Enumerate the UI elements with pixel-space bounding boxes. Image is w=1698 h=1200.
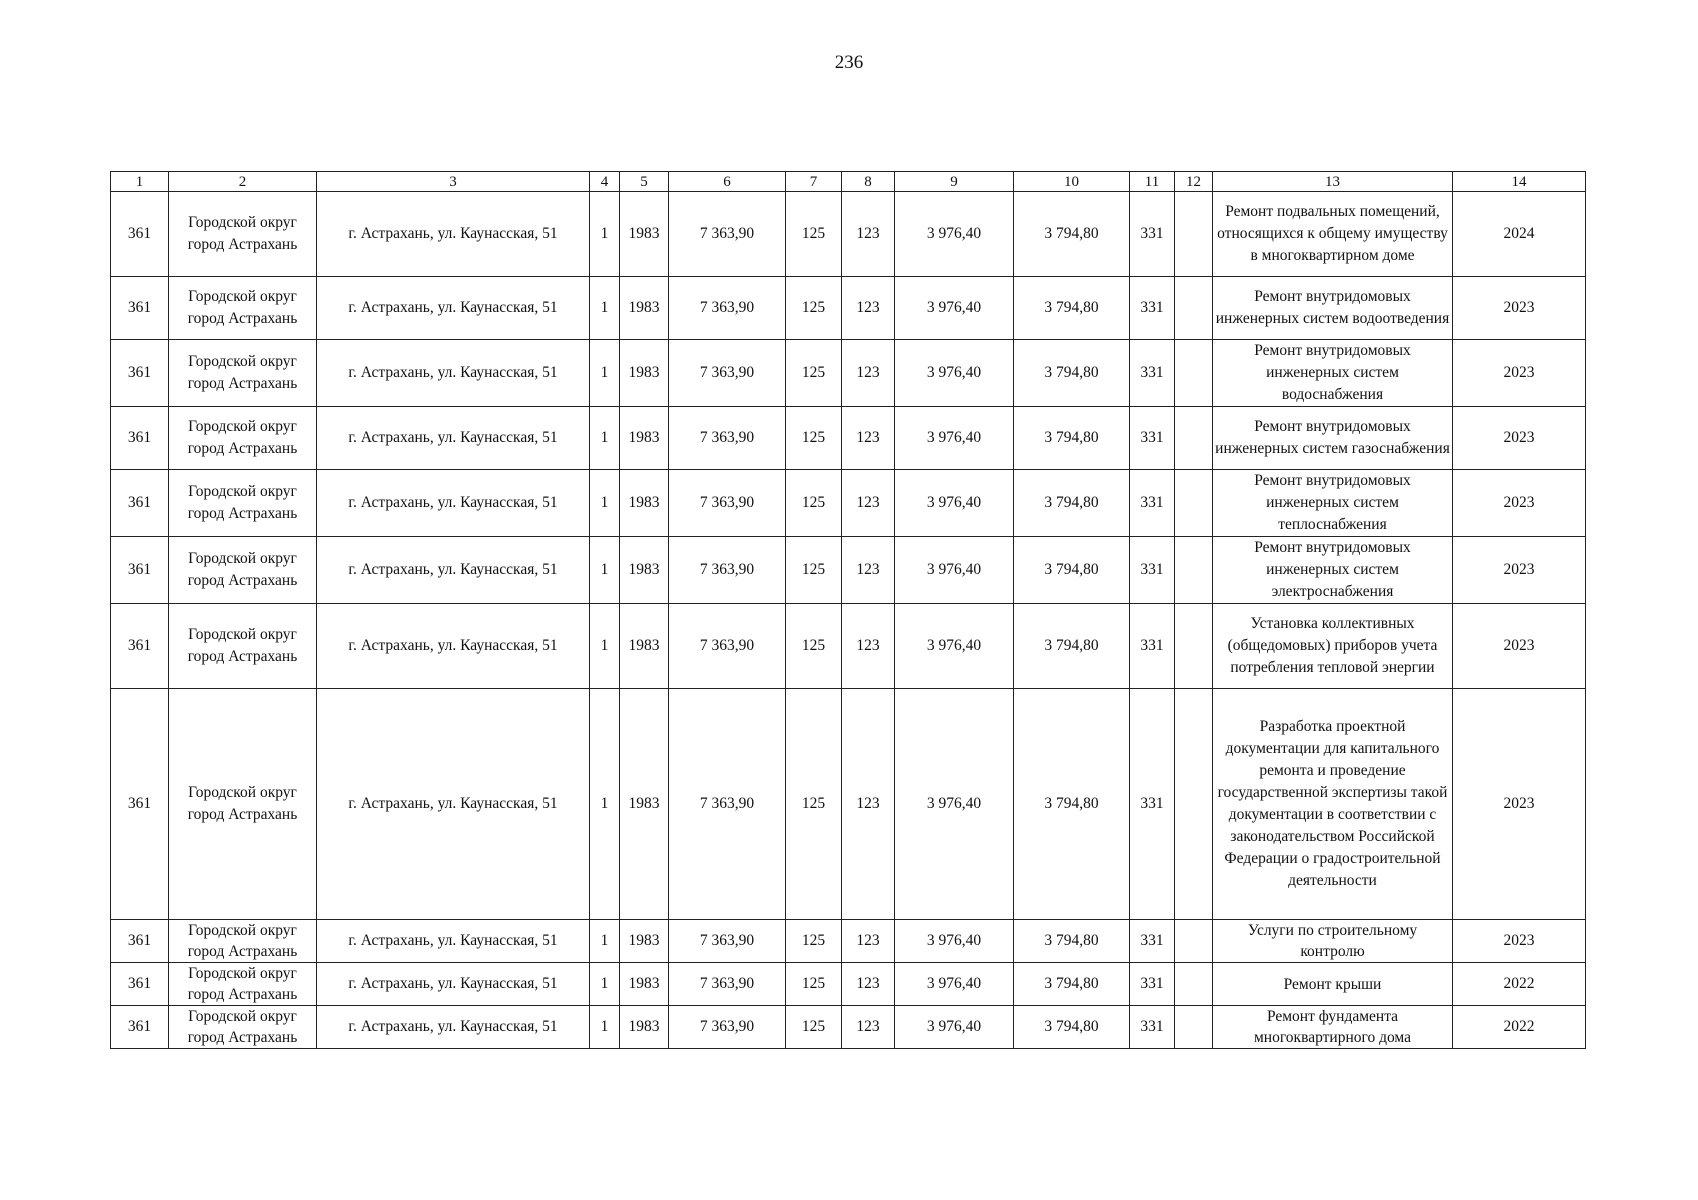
- table-cell: 3 794,80: [1014, 920, 1130, 963]
- municipality-cell: Городской округ город Астрахань: [169, 470, 317, 537]
- header-cell: 9: [895, 172, 1014, 192]
- table-cell: 123: [842, 1006, 895, 1049]
- header-cell: 2: [169, 172, 317, 192]
- table-cell: 331: [1130, 537, 1175, 604]
- table-row: [111, 689, 1586, 920]
- work-type-cell: Ремонт крыши: [1213, 963, 1453, 1006]
- table-cell: 3 976,40: [895, 689, 1014, 920]
- work-type-cell: Услуги по строительному контролю: [1213, 920, 1453, 963]
- address-cell: г. Астрахань, ул. Каунасская, 51: [317, 920, 590, 963]
- table-cell: 1: [590, 1006, 620, 1049]
- table-cell: 331: [1130, 1006, 1175, 1049]
- table-cell: 3 976,40: [895, 340, 1014, 407]
- table-cell: 3 794,80: [1014, 470, 1130, 537]
- year-cell: 1983: [620, 963, 669, 1006]
- table-cell: 7 363,90: [669, 689, 786, 920]
- municipality-cell: Городской округ город Астрахань: [169, 963, 317, 1006]
- header-cell: 14: [1453, 172, 1586, 192]
- table-cell: 1: [590, 192, 620, 277]
- table-cell: 125: [786, 470, 842, 537]
- table-cell: 1: [590, 407, 620, 470]
- header-cell: 5: [620, 172, 669, 192]
- table-cell: 3 794,80: [1014, 604, 1130, 689]
- plan-year-cell: 2023: [1453, 537, 1586, 604]
- plan-year-cell: 2023: [1453, 689, 1586, 920]
- table-cell: 3 794,80: [1014, 277, 1130, 340]
- plan-year-cell: 2023: [1453, 407, 1586, 470]
- table-cell: 125: [786, 407, 842, 470]
- table-cell: 125: [786, 1006, 842, 1049]
- table-cell: 125: [786, 537, 842, 604]
- plan-year-cell: 2024: [1453, 192, 1586, 277]
- municipality-cell: Городской округ город Астрахань: [169, 192, 317, 277]
- year-cell: 1983: [620, 537, 669, 604]
- table-cell: 7 363,90: [669, 407, 786, 470]
- table-cell: 3 976,40: [895, 1006, 1014, 1049]
- page-number: 236: [834, 52, 864, 73]
- table-cell: [1175, 963, 1213, 1006]
- address-cell: г. Астрахань, ул. Каунасская, 51: [317, 604, 590, 689]
- row-number: 361: [111, 689, 169, 920]
- address-cell: г. Астрахань, ул. Каунасская, 51: [317, 537, 590, 604]
- table-cell: 125: [786, 920, 842, 963]
- municipality-cell: Городской округ город Астрахань: [169, 920, 317, 963]
- header-cell: 8: [842, 172, 895, 192]
- year-cell: 1983: [620, 604, 669, 689]
- address-cell: г. Астрахань, ул. Каунасская, 51: [317, 470, 590, 537]
- year-cell: 1983: [620, 470, 669, 537]
- table-cell: 7 363,90: [669, 470, 786, 537]
- year-cell: 1983: [620, 340, 669, 407]
- table-cell: [1175, 920, 1213, 963]
- table-cell: 1: [590, 689, 620, 920]
- table-cell: 331: [1130, 604, 1175, 689]
- table-cell: [1175, 537, 1213, 604]
- work-type-cell: Ремонт внутридомовых инженерных систем газоснабжения: [1213, 407, 1453, 470]
- table-cell: 3 794,80: [1014, 537, 1130, 604]
- table-cell: 3 976,40: [895, 407, 1014, 470]
- table-cell: 1: [590, 470, 620, 537]
- table-row: [111, 407, 1586, 470]
- row-number: 361: [111, 920, 169, 963]
- table-cell: 3 794,80: [1014, 963, 1130, 1006]
- table-cell: 3 976,40: [895, 963, 1014, 1006]
- row-number: 361: [111, 537, 169, 604]
- plan-year-cell: 2023: [1453, 470, 1586, 537]
- row-number: 361: [111, 277, 169, 340]
- table-cell: [1175, 407, 1213, 470]
- header-cell: 4: [590, 172, 620, 192]
- row-number: 361: [111, 340, 169, 407]
- plan-year-cell: 2023: [1453, 604, 1586, 689]
- table-row: [111, 920, 1586, 963]
- work-type-cell: Ремонт внутридомовых инженерных систем водоснабжения: [1213, 340, 1453, 407]
- table-cell: 3 976,40: [895, 277, 1014, 340]
- work-type-cell: Ремонт фундамента многоквартирного дома: [1213, 1006, 1453, 1049]
- address-cell: г. Астрахань, ул. Каунасская, 51: [317, 963, 590, 1006]
- municipality-cell: Городской округ город Астрахань: [169, 604, 317, 689]
- table-cell: 331: [1130, 920, 1175, 963]
- table-cell: 3 976,40: [895, 604, 1014, 689]
- table-cell: [1175, 1006, 1213, 1049]
- row-number: 361: [111, 407, 169, 470]
- table-cell: 331: [1130, 407, 1175, 470]
- table-row: [111, 192, 1586, 277]
- work-type-cell: Ремонт внутридомовых инженерных систем водоотведения: [1213, 277, 1453, 340]
- table-cell: 125: [786, 604, 842, 689]
- plan-year-cell: 2022: [1453, 963, 1586, 1006]
- table-cell: 7 363,90: [669, 604, 786, 689]
- address-cell: г. Астрахань, ул. Каунасская, 51: [317, 1006, 590, 1049]
- table-cell: [1175, 192, 1213, 277]
- capital-repair-table: [110, 171, 1586, 1049]
- year-cell: 1983: [620, 689, 669, 920]
- table-cell: 7 363,90: [669, 340, 786, 407]
- table-cell: 125: [786, 277, 842, 340]
- table-cell: 1: [590, 963, 620, 1006]
- table-cell: 7 363,90: [669, 963, 786, 1006]
- year-cell: 1983: [620, 1006, 669, 1049]
- table-cell: 331: [1130, 277, 1175, 340]
- table-cell: 123: [842, 920, 895, 963]
- table-cell: 1: [590, 340, 620, 407]
- municipality-cell: Городской округ город Астрахань: [169, 407, 317, 470]
- table-cell: 331: [1130, 192, 1175, 277]
- table-cell: 3 794,80: [1014, 407, 1130, 470]
- address-cell: г. Астрахань, ул. Каунасская, 51: [317, 340, 590, 407]
- table-cell: 331: [1130, 340, 1175, 407]
- municipality-cell: Городской округ город Астрахань: [169, 277, 317, 340]
- table-cell: 3 976,40: [895, 920, 1014, 963]
- row-number: 361: [111, 470, 169, 537]
- header-row: [111, 172, 1586, 192]
- table-cell: 125: [786, 963, 842, 1006]
- table-cell: 125: [786, 340, 842, 407]
- municipality-cell: Городской округ город Астрахань: [169, 1006, 317, 1049]
- plan-year-cell: 2023: [1453, 920, 1586, 963]
- table-cell: 1: [590, 277, 620, 340]
- table-cell: 1: [590, 604, 620, 689]
- header-cell: 10: [1014, 172, 1130, 192]
- table-cell: [1175, 277, 1213, 340]
- table-cell: 7 363,90: [669, 537, 786, 604]
- row-number: 361: [111, 1006, 169, 1049]
- header-cell: 1: [111, 172, 169, 192]
- year-cell: 1983: [620, 277, 669, 340]
- table-row: [111, 1006, 1586, 1049]
- table-cell: [1175, 470, 1213, 537]
- table-cell: 331: [1130, 689, 1175, 920]
- table-cell: 331: [1130, 470, 1175, 537]
- table-cell: 123: [842, 689, 895, 920]
- header-cell: 6: [669, 172, 786, 192]
- table-cell: 123: [842, 963, 895, 1006]
- header-cell: 7: [786, 172, 842, 192]
- year-cell: 1983: [620, 192, 669, 277]
- address-cell: г. Астрахань, ул. Каунасская, 51: [317, 407, 590, 470]
- table-cell: 123: [842, 537, 895, 604]
- table-cell: 123: [842, 470, 895, 537]
- header-cell: 11: [1130, 172, 1175, 192]
- table-cell: 123: [842, 340, 895, 407]
- table-row: [111, 604, 1586, 689]
- table-cell: 123: [842, 407, 895, 470]
- year-cell: 1983: [620, 920, 669, 963]
- table-cell: 7 363,90: [669, 192, 786, 277]
- table-cell: 123: [842, 192, 895, 277]
- table-row: [111, 537, 1586, 604]
- table-cell: 3 794,80: [1014, 192, 1130, 277]
- table-cell: [1175, 340, 1213, 407]
- plan-year-cell: 2023: [1453, 340, 1586, 407]
- table-row: [111, 277, 1586, 340]
- work-type-cell: Ремонт внутридомовых инженерных систем электроснабжения: [1213, 537, 1453, 604]
- table-cell: [1175, 689, 1213, 920]
- table-cell: 7 363,90: [669, 277, 786, 340]
- work-type-cell: Ремонт внутридомовых инженерных систем теплоснабжения: [1213, 470, 1453, 537]
- table-cell: [1175, 604, 1213, 689]
- header-cell: 3: [317, 172, 590, 192]
- table-cell: 3 976,40: [895, 192, 1014, 277]
- table-cell: 125: [786, 192, 842, 277]
- work-type-cell: Установка коллективных (общедомовых) приборов учета потребления тепловой энергии: [1213, 604, 1453, 689]
- municipality-cell: Городской округ город Астрахань: [169, 340, 317, 407]
- year-cell: 1983: [620, 407, 669, 470]
- municipality-cell: Городской округ город Астрахань: [169, 537, 317, 604]
- plan-year-cell: 2023: [1453, 277, 1586, 340]
- table-row: [111, 340, 1586, 407]
- address-cell: г. Астрахань, ул. Каунасская, 51: [317, 277, 590, 340]
- table-cell: 1: [590, 537, 620, 604]
- municipality-cell: Городской округ город Астрахань: [169, 689, 317, 920]
- table-cell: 3 794,80: [1014, 340, 1130, 407]
- header-cell: 12: [1175, 172, 1213, 192]
- table-cell: 7 363,90: [669, 1006, 786, 1049]
- table-row: [111, 470, 1586, 537]
- row-number: 361: [111, 963, 169, 1006]
- table-cell: 3 976,40: [895, 470, 1014, 537]
- header-cell: 13: [1213, 172, 1453, 192]
- table-cell: 3 976,40: [895, 537, 1014, 604]
- table-cell: 3 794,80: [1014, 1006, 1130, 1049]
- table-cell: 125: [786, 689, 842, 920]
- work-type-cell: Ремонт подвальных помещений, относящихся к общему имуществу в многоквартирном доме: [1213, 192, 1453, 277]
- address-cell: г. Астрахань, ул. Каунасская, 51: [317, 192, 590, 277]
- table-cell: 331: [1130, 963, 1175, 1006]
- table-cell: 123: [842, 604, 895, 689]
- table-cell: 7 363,90: [669, 920, 786, 963]
- work-type-cell: Разработка проектной документации для капитального ремонта и проведение государственной экспертизы такой документации в соответствии с законодательством Российской Федерации о градостроительной деятельности: [1213, 689, 1453, 920]
- table-cell: 1: [590, 920, 620, 963]
- row-number: 361: [111, 604, 169, 689]
- table-cell: 123: [842, 277, 895, 340]
- plan-year-cell: 2022: [1453, 1006, 1586, 1049]
- address-cell: г. Астрахань, ул. Каунасская, 51: [317, 689, 590, 920]
- row-number: 361: [111, 192, 169, 277]
- table-row: [111, 963, 1586, 1006]
- table-cell: 3 794,80: [1014, 689, 1130, 920]
